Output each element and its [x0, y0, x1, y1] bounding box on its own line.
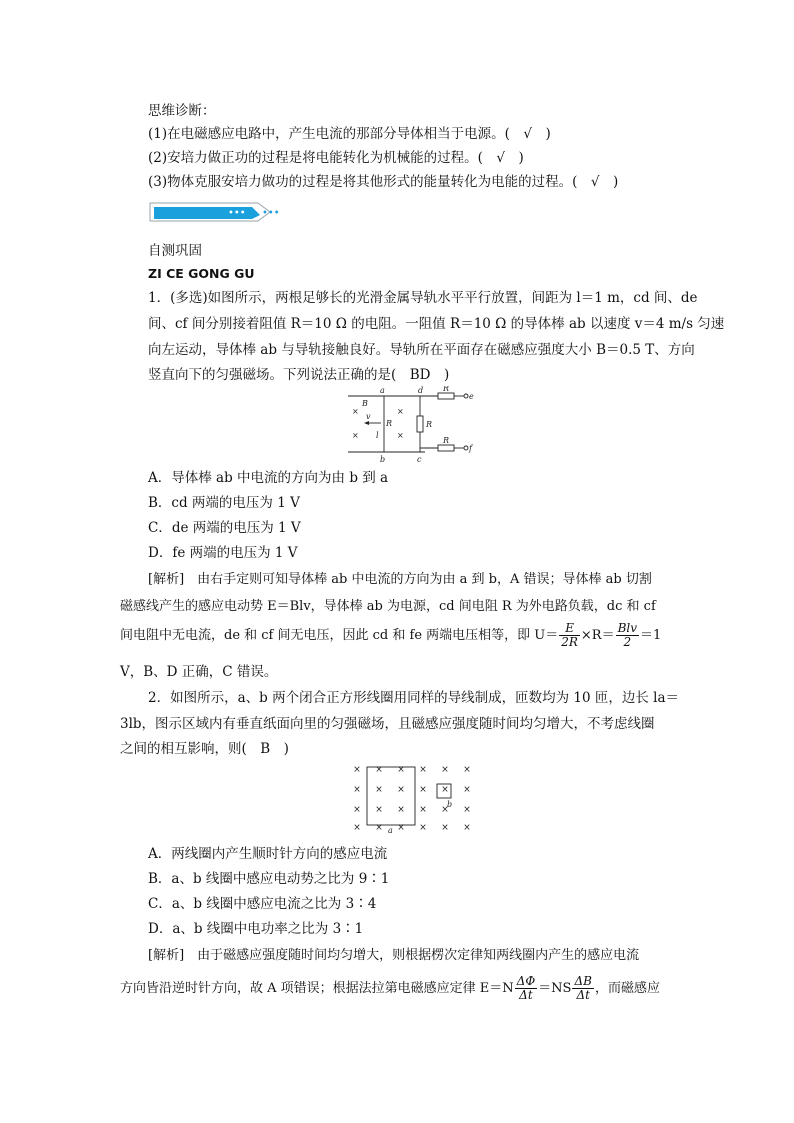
- diagnosis-title: 思维诊断：: [148, 103, 216, 119]
- q1-frac2-num: Blv: [617, 621, 638, 635]
- q2-field-x: ×: [353, 805, 361, 815]
- q2-field-x: ×: [441, 785, 449, 795]
- q2-frac2-num: ΔB: [574, 974, 592, 988]
- diagnosis-item-2: (2)安培力做正功的过程是将电能转化为机械能的过程。( √ ): [148, 150, 524, 166]
- q1-analysis-line-3: [120, 622, 661, 649]
- q2-field-x: ×: [441, 805, 449, 815]
- q1-analysis-mid: ×R＝: [580, 628, 615, 644]
- q1-label-d: d: [418, 386, 424, 395]
- q2-analysis-tail: ，而磁感应: [594, 981, 660, 997]
- q1-analysis-line-2: 磁感线产生的感应电动势 E＝Blv，导体棒 ab 为电源，cd 间电阻 R 为外电路负载，dc 和 cf: [120, 599, 656, 614]
- q1-line-3: 向左运动，导体棒 ab 与导轨接触良好。导轨所在平面存在磁感应强度大小 B＝0.5 T、方向: [148, 342, 695, 358]
- q1-option-b: B．cd 两端的电压为 1 V: [148, 495, 300, 511]
- q2-field-x: ×: [419, 805, 427, 815]
- banner-dots-right: •••: [262, 208, 280, 219]
- q2-option-b: B．a、b 线圈中感应电动势之比为 9∶1: [148, 871, 390, 887]
- q1-analysis-line-1: [148, 572, 652, 588]
- q2-field-x: ×: [353, 765, 361, 775]
- q1-label-R-cf: R: [443, 436, 450, 445]
- q2-field-x: ×: [353, 785, 361, 795]
- q2-field-x: ×: [419, 785, 427, 795]
- q2-option-a: A．两线圈内产生顺时针方向的感应电流: [148, 846, 388, 862]
- q1-label-b: b: [380, 455, 386, 464]
- q2-field-x: ×: [375, 785, 383, 795]
- q1-label-v: v: [366, 412, 371, 421]
- q2-field-x: ×: [441, 765, 449, 775]
- q1-analysis-tag: [解析]: [148, 572, 185, 587]
- q1-field-x-3: ×: [397, 407, 404, 416]
- q1-label-e: e: [469, 392, 474, 401]
- q1-field-x-1: ×: [352, 407, 359, 416]
- q1-frac1-den: 2R: [561, 635, 578, 650]
- section-subtitle: ZI CE GONG GU: [148, 266, 255, 281]
- q2-field-x: ×: [397, 805, 405, 815]
- q2-field-x: ×: [375, 823, 383, 833]
- q2-option-d: D．a、b 线圈中电功率之比为 3∶1: [148, 921, 364, 937]
- q2-field-x: ×: [419, 823, 427, 833]
- q2-field-x: ×: [397, 785, 405, 795]
- q2-field-x: ×: [463, 785, 471, 795]
- q1-frac2-den: 2: [623, 635, 632, 650]
- q1-field-x-2: ×: [352, 431, 359, 440]
- q1-circuit-figure: [340, 386, 480, 464]
- q2-analysis-text-1: 由于磁感应强度随时间均匀增大，则根据楞次定律知两线圈内产生的感应电流: [184, 948, 640, 963]
- q2-line-1: 2．如图所示，a、b 两个闭合正方形线圈用同样的导线制成，匝数均为 10 匝，边长 la＝: [148, 690, 679, 706]
- q1-analysis-tail: ＝1: [640, 628, 662, 644]
- section-title: 自测巩固: [148, 243, 202, 259]
- q1-fraction-1: [559, 622, 580, 649]
- q1-option-d: D．fe 两端的电压为 1 V: [148, 545, 298, 561]
- section-banner: [148, 201, 283, 223]
- q1-line-1: 1．(多选)如图所示，两根足够长的光滑金属导轨水平平行放置，间距为 l＝1 m，cd 间、de: [148, 290, 698, 306]
- q2-label-a: a: [388, 826, 393, 835]
- q1-frac1-num: E: [559, 622, 580, 636]
- q2-field-x: ×: [463, 805, 471, 815]
- q2-line-3: 之间的相互影响，则( B ): [120, 741, 289, 757]
- q1-option-a: A．导体棒 ab 中电流的方向为由 b 到 a: [148, 470, 389, 486]
- q1-line-4: 竖直向下的匀强磁场。下列说法正确的是( BD ): [148, 367, 450, 383]
- q2-option-c: C．a、b 线圈中感应电流之比为 3∶4: [148, 896, 377, 912]
- q2-fraction-2: [572, 975, 593, 1002]
- q1-label-a: a: [380, 386, 385, 395]
- q1-field-x-4: ×: [397, 431, 404, 440]
- q2-frac1-num: ΔΦ: [516, 974, 536, 988]
- q2-fraction-1: [515, 975, 538, 1002]
- q1-analysis-text-1: 由右手定则可知导体棒 ab 中电流的方向为由 a 到 b，A 错误；导体棒 ab 切割: [184, 572, 652, 587]
- diagnosis-item-1: (1)在电磁感应电路中，产生电流的那部分导体相当于电源。( √ ): [148, 126, 551, 142]
- q2-analysis-mid: ＝NS: [538, 981, 572, 997]
- q1-label-R-de: R: [443, 386, 450, 393]
- q2-field-x: ×: [419, 765, 427, 775]
- q1-label-R-rod: R: [386, 419, 393, 428]
- q1-fraction-2: [616, 622, 639, 649]
- q2-field-x: ×: [353, 823, 361, 833]
- q2-field-figure: [345, 760, 475, 838]
- diagnosis-item-3: (3)物体克服安培力做功的过程是将其他形式的能量转化为电能的过程。( √ ): [148, 174, 619, 190]
- q2-line-2: 3lb，图示区域内有垂直纸面向里的匀强磁场，且磁感应强度随时间均匀增大，不考虑线圈: [120, 716, 655, 732]
- q2-coil-a: [367, 767, 415, 825]
- q2-analysis-line-1: [148, 948, 639, 964]
- q2-analysis-line-2: [120, 975, 660, 1002]
- q2-analysis-tag: [解析]: [148, 948, 185, 963]
- q1-option-c: C．de 两端的电压为 1 V: [148, 520, 301, 536]
- q2-field-x: ×: [463, 823, 471, 833]
- banner-dots: •••: [228, 208, 246, 219]
- q2-field-x: ×: [441, 823, 449, 833]
- q1-label-f: f: [469, 444, 472, 453]
- q2-field-x: ×: [375, 765, 383, 775]
- q2-field-x: ×: [397, 823, 405, 833]
- q1-label-c: c: [417, 455, 422, 464]
- q2-field-x: ×: [463, 765, 471, 775]
- q1-label-l: l: [376, 431, 379, 440]
- q2-label-b: b: [447, 800, 453, 809]
- q2-field-x: ×: [397, 765, 405, 775]
- q1-analysis-text-3: 间电阻中无电流，de 和 cf 间无电压，因此 cd 和 fe 两端电压相等，即 U＝: [120, 628, 559, 644]
- q1-label-B: B: [362, 399, 368, 408]
- q1-label-R-cd: R: [426, 420, 433, 429]
- q2-analysis-text-2: 方向皆沿逆时针方向，故 A 项错误；根据法拉第电磁感应定律 E＝N: [120, 981, 514, 997]
- q2-field-x: ×: [375, 805, 383, 815]
- q2-frac2-den: Δt: [576, 988, 590, 1003]
- q1-analysis-line-4: V，B、D 正确，C 错误。: [120, 664, 278, 680]
- q1-line-2: 间、cf 间分别接着阻值 R＝10 Ω 的电阻。一阻值 R＝10 Ω 的导体棒 ab 以速度 v＝4 m/s 匀速: [148, 316, 725, 332]
- q2-frac1-den: Δt: [519, 988, 533, 1003]
